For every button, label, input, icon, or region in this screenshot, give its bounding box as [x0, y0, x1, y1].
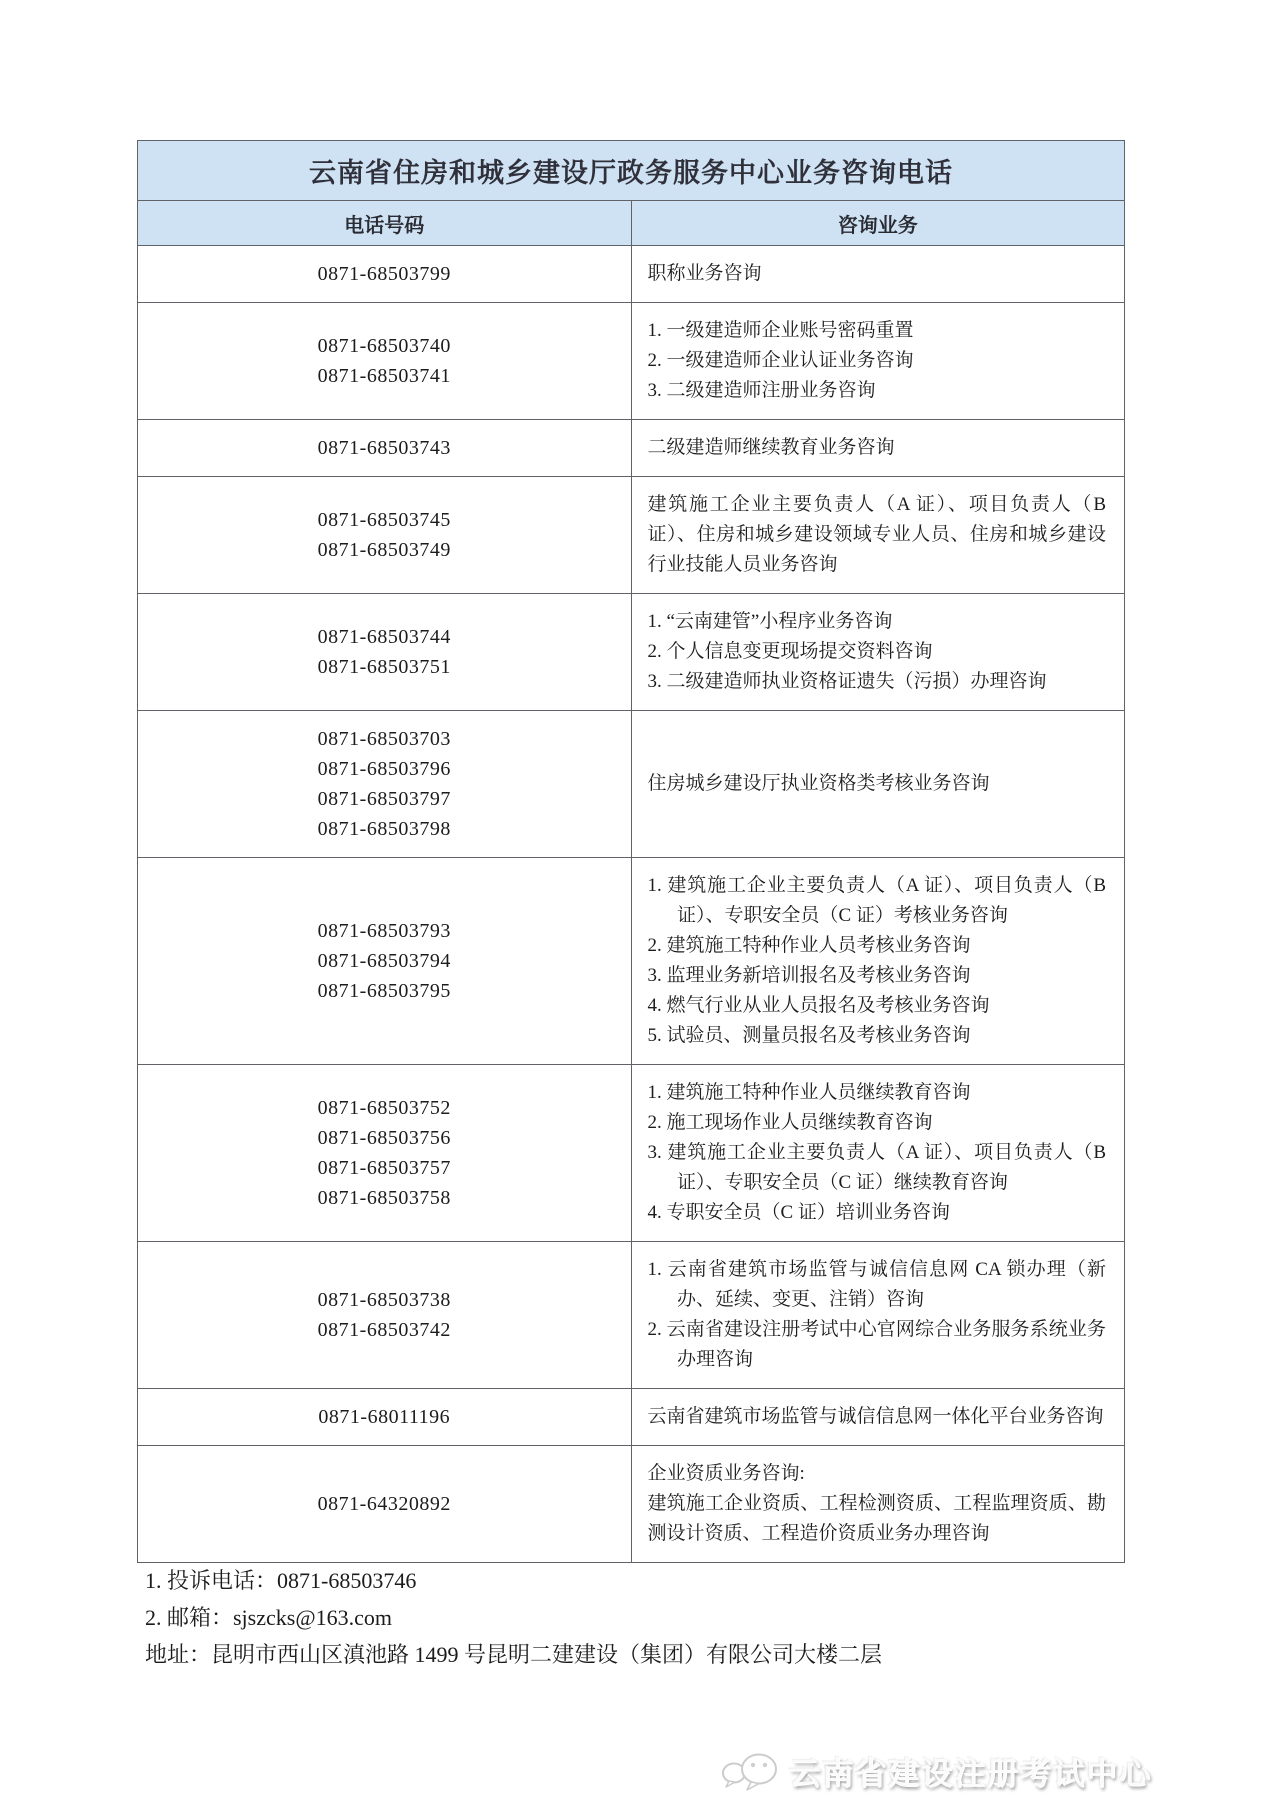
service-line: 3. 建筑施工企业主要负责人（A 证）、项目负责人（B 证）、专职安全员（C 证）继续教育咨询 [647, 1142, 1106, 1193]
table-header-row [138, 201, 1125, 246]
column-header-services: 咨询业务 [631, 201, 1125, 246]
phone-cell [138, 1389, 632, 1446]
phone-directory-table [137, 140, 1125, 1563]
account-watermark [721, 1748, 1152, 1793]
phone-number: 0871-68503738 [317, 1289, 451, 1311]
services-cell [631, 1446, 1125, 1563]
services-cell [631, 711, 1125, 858]
phone-number: 0871-68011196 [318, 1406, 451, 1428]
table-row [138, 477, 1125, 594]
phone-number: 0871-68503794 [317, 950, 451, 972]
table-row [138, 303, 1125, 420]
services-cell [631, 420, 1125, 477]
phone-cell [138, 477, 632, 594]
phone-number: 0871-68503796 [317, 758, 451, 780]
services-cell [631, 477, 1125, 594]
phone-number: 0871-68503745 [317, 509, 451, 531]
table-row [138, 1065, 1125, 1242]
email-line: 2. 邮箱：sjszcks@163.com [145, 1605, 392, 1630]
services-cell [631, 1065, 1125, 1242]
phone-number: 0871-68503751 [317, 656, 451, 678]
service-line: 1. 建筑施工企业主要负责人（A 证）、项目负责人（B 证）、专职安全员（C 证）考核业务咨询 [647, 875, 1106, 926]
phone-number: 0871-68503795 [317, 980, 451, 1002]
phone-number: 0871-68503758 [317, 1187, 451, 1209]
table-row [138, 246, 1125, 303]
phone-cell [138, 594, 632, 711]
table-row [138, 594, 1125, 711]
wechat-icon [721, 1749, 779, 1793]
service-line: 2. 云南省建设注册考试中心官网综合业务服务系统业务办理咨询 [647, 1319, 1106, 1370]
complaint-phone-line: 1. 投诉电话：0871-68503746 [145, 1568, 417, 1593]
service-line: 4. 专职安全员（C 证）培训业务咨询 [647, 1202, 950, 1223]
services-cell [631, 303, 1125, 420]
service-line: 3. 二级建造师注册业务咨询 [647, 380, 876, 401]
table-row [138, 858, 1125, 1065]
phone-number: 0871-68503797 [317, 788, 451, 810]
service-line: 2. 施工现场作业人员继续教育咨询 [647, 1112, 933, 1133]
table-row [138, 1389, 1125, 1446]
phone-number: 0871-68503756 [317, 1127, 451, 1149]
services-cell [631, 1242, 1125, 1389]
service-line: 职称业务咨询 [647, 263, 762, 284]
address-line: 地址：昆明市西山区滇池路 1499 号昆明二建建设（集团）有限公司大楼二层 [145, 1642, 883, 1667]
service-line: 2. 个人信息变更现场提交资料咨询 [647, 641, 933, 662]
phone-number: 0871-68503703 [317, 728, 451, 750]
services-cell [631, 246, 1125, 303]
phone-cell [138, 1446, 632, 1563]
phone-number: 0871-68503793 [317, 920, 451, 942]
service-line: 5. 试验员、测量员报名及考核业务咨询 [647, 1025, 971, 1046]
phone-number: 0871-68503741 [317, 365, 451, 387]
phone-cell [138, 303, 632, 420]
phone-number: 0871-68503749 [317, 539, 451, 561]
phone-cell [138, 858, 632, 1065]
table-row [138, 1446, 1125, 1563]
service-line: 企业资质业务咨询: [647, 1463, 805, 1484]
phone-number: 0871-68503740 [317, 335, 451, 357]
watermark-label: 云南省建设注册考试中心 [789, 1756, 1152, 1791]
phone-cell [138, 420, 632, 477]
service-line: 1. “云南建管”小程序业务咨询 [647, 611, 893, 632]
service-line: 4. 燃气行业从业人员报名及考核业务咨询 [647, 995, 990, 1016]
table-body [138, 246, 1125, 1563]
phone-number: 0871-68503798 [317, 818, 451, 840]
phone-cell [138, 1065, 632, 1242]
footer-notes [145, 1562, 1135, 1673]
service-line: 1. 一级建造师企业账号密码重置 [647, 320, 914, 341]
service-line: 1. 建筑施工特种作业人员继续教育咨询 [647, 1082, 971, 1103]
phone-number: 0871-68503743 [317, 437, 451, 459]
table-title: 云南省住房和城乡建设厅政务服务中心业务咨询电话 [138, 141, 1125, 201]
phone-number: 0871-64320892 [317, 1493, 451, 1515]
service-line: 2. 一级建造师企业认证业务咨询 [647, 350, 914, 371]
phone-number: 0871-68503744 [317, 626, 451, 648]
services-cell [631, 858, 1125, 1065]
phone-number: 0871-68503752 [317, 1097, 451, 1119]
phone-number: 0871-68503757 [317, 1157, 451, 1179]
phone-number: 0871-68503742 [317, 1319, 451, 1341]
service-line: 3. 二级建造师执业资格证遗失（污损）办理咨询 [647, 671, 1047, 692]
phone-cell [138, 711, 632, 858]
service-line: 住房城乡建设厅执业资格类考核业务咨询 [647, 773, 990, 794]
service-line: 2. 建筑施工特种作业人员考核业务咨询 [647, 935, 971, 956]
table-row [138, 1242, 1125, 1389]
service-line: 建筑施工企业资质、工程检测资质、工程监理资质、勘测设计资质、工程造价资质业务办理咨询 [647, 1493, 1106, 1544]
service-line: 二级建造师继续教育业务咨询 [647, 437, 895, 458]
service-line: 3. 监理业务新培训报名及考核业务咨询 [647, 965, 971, 986]
service-line: 建筑施工企业主要负责人（A 证）、项目负责人（B 证）、住房和城乡建设领域专业人员、住房和城乡建设行业技能人员业务咨询 [647, 494, 1106, 575]
column-header-phone: 电话号码 [138, 201, 632, 246]
service-line: 1. 云南省建筑市场监管与诚信信息网 CA 锁办理（新办、延续、变更、注销）咨询 [647, 1259, 1106, 1310]
service-line: 云南省建筑市场监管与诚信信息网一体化平台业务咨询 [647, 1406, 1104, 1427]
services-cell [631, 594, 1125, 711]
table-title-row [138, 141, 1125, 201]
phone-cell [138, 1242, 632, 1389]
phone-cell [138, 246, 632, 303]
phone-number: 0871-68503799 [317, 263, 451, 285]
table-row [138, 420, 1125, 477]
services-cell [631, 1389, 1125, 1446]
table-row [138, 711, 1125, 858]
